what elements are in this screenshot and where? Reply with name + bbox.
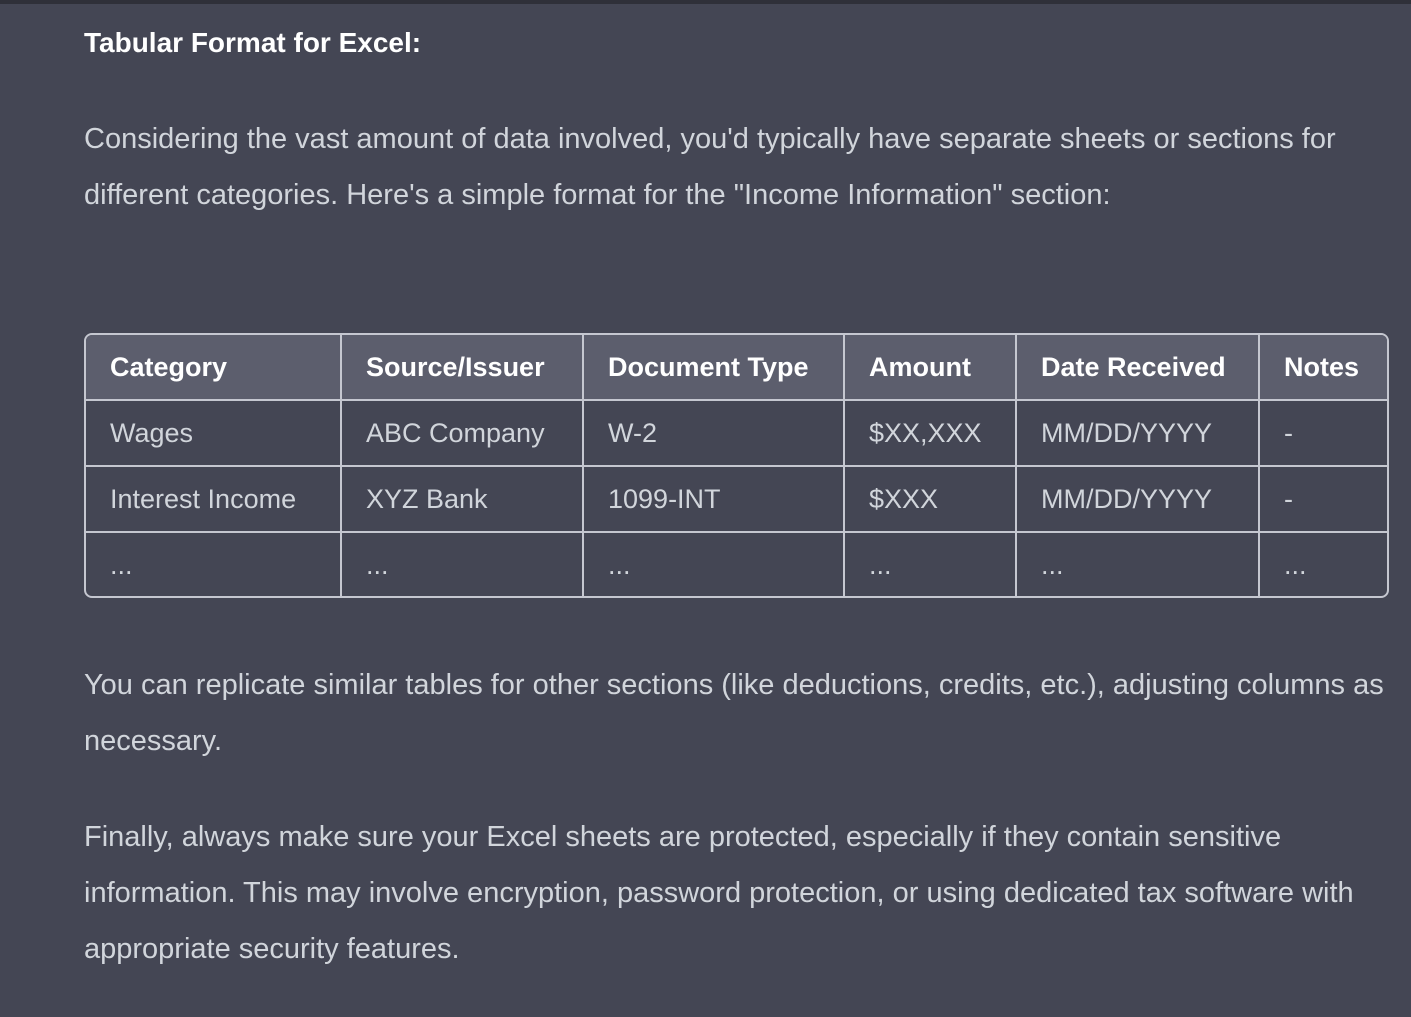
table-cell: 1099-INT [583,466,844,532]
section-heading: Tabular Format for Excel: [84,27,422,58]
replicate-paragraph: You can replicate similar tables for other sections (like deductions, credits, etc.), adjusting columns as necessary. [84,669,1384,757]
table-cell: $XXX [844,466,1016,532]
table-cell: ... [583,532,844,597]
table-header-row [86,335,1389,400]
table-cell: ... [844,532,1016,597]
income-information-table [84,333,1389,598]
table-row [86,532,1389,597]
header-document-type: Document Type [583,335,844,400]
table-cell: XYZ Bank [341,466,583,532]
header-category: Category [86,335,341,400]
header-amount: Amount [844,335,1016,400]
table-cell: $XX,XXX [844,400,1016,466]
header-date-received: Date Received [1016,335,1259,400]
table-cell: Interest Income [86,466,341,532]
intro-paragraph: Considering the vast amount of data involved, you'd typically have separate sheets or sections for different categories. Here's a simple format for the "Income Information" section: [84,123,1336,211]
table-row [86,466,1389,532]
header-notes: Notes [1259,335,1389,400]
table-cell: ... [341,532,583,597]
table-cell: ABC Company [341,400,583,466]
table-cell: MM/DD/YYYY [1016,400,1259,466]
table-cell: MM/DD/YYYY [1016,466,1259,532]
table-cell: ... [86,532,341,597]
table-cell: ... [1016,532,1259,597]
table-cell: W-2 [583,400,844,466]
table-cell: - [1259,466,1389,532]
table-cell: - [1259,400,1389,466]
security-paragraph: Finally, always make sure your Excel sheets are protected, especially if they contain sensitive information. This may involve encryption, password protection, or using dedicated tax software with appropriate security features. [84,821,1354,965]
table-cell: ... [1259,532,1389,597]
table-cell: Wages [86,400,341,466]
top-divider [0,0,1411,4]
header-source-issuer: Source/Issuer [341,335,583,400]
table-row [86,400,1389,466]
